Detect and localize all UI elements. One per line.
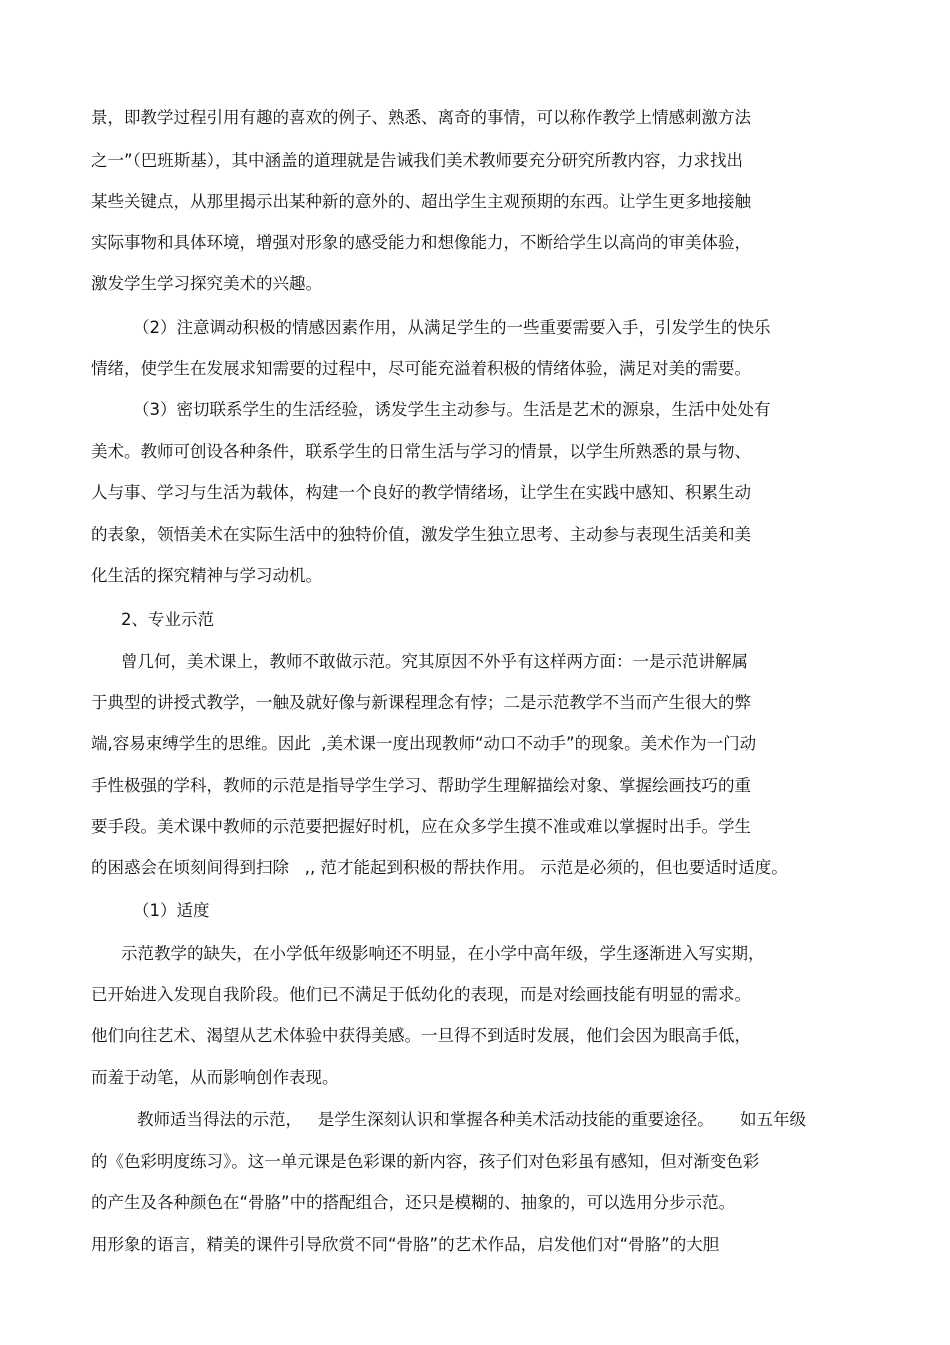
text-line: 于典型的讲授式教学，一触及就好像与新课程理念有悖；二是示范教学不当而产生很大的弊	[91, 693, 751, 712]
text-line: 人与事、学习与生活为载体，构建一个良好的教学情绪场，让学生在实践中感知、积累生动	[91, 483, 751, 502]
text-line: 化生活的探究精神与学习动机。	[91, 566, 322, 585]
text-line: 而羞于动笔，从而影响创作表现。	[91, 1068, 339, 1087]
text-line: 的产生及各种颜色在“骨胳”中的搭配组合，还只是模糊的、抽象的，可以选用分步示范。	[91, 1193, 736, 1212]
text-line: 激发学生学习探究美术的兴趣。	[91, 274, 322, 293]
text-line: 某些关键点，从那里揭示出某种新的意外的、超出学生主观预期的东西。让学生更多地接触	[91, 192, 751, 211]
text-line: 实际事物和具体环境，增强对形象的感受能力和想像能力，不断给学生以高尚的审美体验，	[91, 233, 751, 252]
text-line: 的困惑会在顷刻间得到扫除 ,, 范才能起到积极的帮扶作用。 示范是必须的，但也要适时适度。	[91, 858, 788, 877]
text-line: 已开始进入发现自我阶段。他们已不满足于低幼化的表现，而是对绘画技能有明显的需求。	[91, 985, 751, 1004]
section-heading: 2、专业示范	[121, 610, 214, 629]
text-line: 景，即教学过程引用有趣的喜欢的例子、熟悉、离奇的事情，可以称作教学上情感刺激方法	[91, 108, 751, 127]
text-line: 用形象的语言，精美的课件引导欣赏不同“骨胳”的艺术作品，启发他们对“骨胳”的大胆	[91, 1235, 720, 1254]
text-line: 的表象，领悟美术在实际生活中的独特价值，激发学生独立思考、主动参与表现生活美和美	[91, 525, 751, 544]
text-line: 的《色彩明度练习》。这一单元课是色彩课的新内容，孩子们对色彩虽有感知，但对渐变色彩	[91, 1152, 760, 1171]
text-line: （3）密切联系学生的生活经验，诱发学生主动参与。生活是艺术的源泉，生活中处处有	[133, 400, 771, 419]
text-line: 教师适当得法的示范， 是学生深刻认识和掌握各种美术活动技能的重要途径。 如五年级	[137, 1110, 806, 1129]
text-line: 示范教学的缺失，在小学低年级影响还不明显，在小学中高年级，学生逐渐进入写实期，	[121, 944, 765, 963]
text-line: 端,容易束缚学生的思维。因此 ,美术课一度出现教师“动口不动手”的现象。美术作为一门动	[91, 734, 757, 753]
text-line: （2）注意调动积极的情感因素作用，从满足学生的一些重要需要入手，引发学生的快乐	[133, 318, 771, 337]
text-line: 他们向往艺术、渴望从艺术体验中获得美感。一旦得不到适时发展，他们会因为眼高手低，	[91, 1026, 751, 1045]
subsection-heading: （1）适度	[133, 901, 210, 920]
text-line: 之一”（巴班斯基），其中涵盖的道理就是告诫我们美术教师要充分研究所教内容，力求找出	[91, 151, 744, 170]
text-line: 美术。教师可创设各种条件，联系学生的日常生活与学习的情景，以学生所熟悉的景与物、	[91, 442, 751, 461]
text-line: 曾几何，美术课上，教师不敢做示范。究其原因不外乎有这样两方面：一是示范讲解属	[121, 652, 748, 671]
text-line: 手性极强的学科，教师的示范是指导学生学习、帮助学生理解描绘对象、掌握绘画技巧的重	[91, 776, 751, 795]
text-line: 要手段。美术课中教师的示范要把握好时机，应在众多学生摸不准或难以掌握时出手。学生	[91, 817, 751, 836]
text-line: 情绪，使学生在发展求知需要的过程中，尽可能充溢着积极的情绪体验，满足对美的需要。	[91, 359, 751, 378]
